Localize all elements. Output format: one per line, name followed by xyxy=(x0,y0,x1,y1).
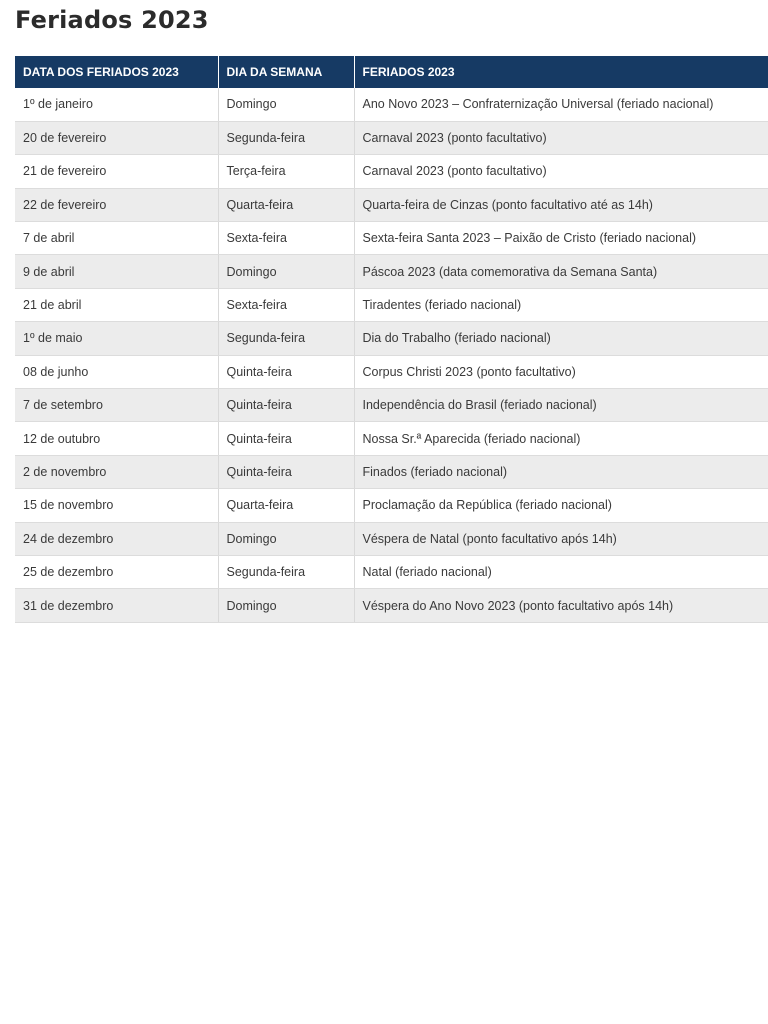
cell-date: 21 de fevereiro xyxy=(15,155,218,188)
cell-holiday: Dia do Trabalho (feriado nacional) xyxy=(354,322,768,355)
page-title: Feriados 2023 xyxy=(15,6,209,34)
column-header-weekday: DIA DA SEMANA xyxy=(218,56,354,88)
cell-date: 2 de novembro xyxy=(15,455,218,488)
cell-holiday: Páscoa 2023 (data comemorativa da Semana Santa) xyxy=(354,255,768,288)
cell-weekday: Quarta-feira xyxy=(218,188,354,221)
cell-date: 7 de abril xyxy=(15,222,218,255)
table-row xyxy=(15,522,768,555)
cell-date: 1º de maio xyxy=(15,322,218,355)
cell-weekday: Segunda-feira xyxy=(218,121,354,154)
cell-holiday: Véspera do Ano Novo 2023 (ponto facultativo após 14h) xyxy=(354,589,768,622)
table-row xyxy=(15,389,768,422)
cell-weekday: Quinta-feira xyxy=(218,389,354,422)
table-row xyxy=(15,355,768,388)
table-header-row xyxy=(15,56,768,88)
cell-date: 9 de abril xyxy=(15,255,218,288)
cell-weekday: Segunda-feira xyxy=(218,555,354,588)
table-row xyxy=(15,555,768,588)
cell-date: 24 de dezembro xyxy=(15,522,218,555)
column-header-date: DATA DOS FERIADOS 2023 xyxy=(15,56,218,88)
cell-date: 15 de novembro xyxy=(15,489,218,522)
table-row xyxy=(15,322,768,355)
cell-date: 31 de dezembro xyxy=(15,589,218,622)
cell-weekday: Domingo xyxy=(218,522,354,555)
cell-weekday: Domingo xyxy=(218,88,354,121)
cell-date: 21 de abril xyxy=(15,288,218,321)
cell-holiday: Natal (feriado nacional) xyxy=(354,555,768,588)
cell-weekday: Quarta-feira xyxy=(218,489,354,522)
cell-weekday: Terça-feira xyxy=(218,155,354,188)
cell-weekday: Domingo xyxy=(218,589,354,622)
table-row xyxy=(15,288,768,321)
cell-date: 25 de dezembro xyxy=(15,555,218,588)
cell-date: 1º de janeiro xyxy=(15,88,218,121)
cell-holiday: Nossa Sr.ª Aparecida (feriado nacional) xyxy=(354,422,768,455)
cell-holiday: Sexta-feira Santa 2023 – Paixão de Cristo (feriado nacional) xyxy=(354,222,768,255)
cell-date: 12 de outubro xyxy=(15,422,218,455)
cell-holiday: Véspera de Natal (ponto facultativo após 14h) xyxy=(354,522,768,555)
table-row xyxy=(15,455,768,488)
table-row xyxy=(15,155,768,188)
table-row xyxy=(15,255,768,288)
table-row xyxy=(15,188,768,221)
table-row xyxy=(15,222,768,255)
cell-date: 20 de fevereiro xyxy=(15,121,218,154)
column-header-holiday: FERIADOS 2023 xyxy=(354,56,768,88)
cell-holiday: Corpus Christi 2023 (ponto facultativo) xyxy=(354,355,768,388)
cell-holiday: Tiradentes (feriado nacional) xyxy=(354,288,768,321)
cell-weekday: Quinta-feira xyxy=(218,455,354,488)
table-row xyxy=(15,422,768,455)
cell-holiday: Carnaval 2023 (ponto facultativo) xyxy=(354,155,768,188)
cell-weekday: Segunda-feira xyxy=(218,322,354,355)
table-body xyxy=(15,88,768,622)
cell-holiday: Carnaval 2023 (ponto facultativo) xyxy=(354,121,768,154)
cell-date: 7 de setembro xyxy=(15,389,218,422)
table-row xyxy=(15,121,768,154)
cell-holiday: Independência do Brasil (feriado nacional) xyxy=(354,389,768,422)
table-row xyxy=(15,88,768,121)
cell-holiday: Quarta-feira de Cinzas (ponto facultativo até as 14h) xyxy=(354,188,768,221)
table-row xyxy=(15,489,768,522)
cell-holiday: Proclamação da República (feriado nacional) xyxy=(354,489,768,522)
table-row xyxy=(15,589,768,622)
cell-weekday: Domingo xyxy=(218,255,354,288)
cell-weekday: Sexta-feira xyxy=(218,222,354,255)
cell-holiday: Finados (feriado nacional) xyxy=(354,455,768,488)
cell-weekday: Quinta-feira xyxy=(218,422,354,455)
cell-weekday: Sexta-feira xyxy=(218,288,354,321)
cell-date: 22 de fevereiro xyxy=(15,188,218,221)
holidays-table xyxy=(15,56,768,623)
cell-date: 08 de junho xyxy=(15,355,218,388)
cell-holiday: Ano Novo 2023 – Confraternização Universal (feriado nacional) xyxy=(354,88,768,121)
cell-weekday: Quinta-feira xyxy=(218,355,354,388)
